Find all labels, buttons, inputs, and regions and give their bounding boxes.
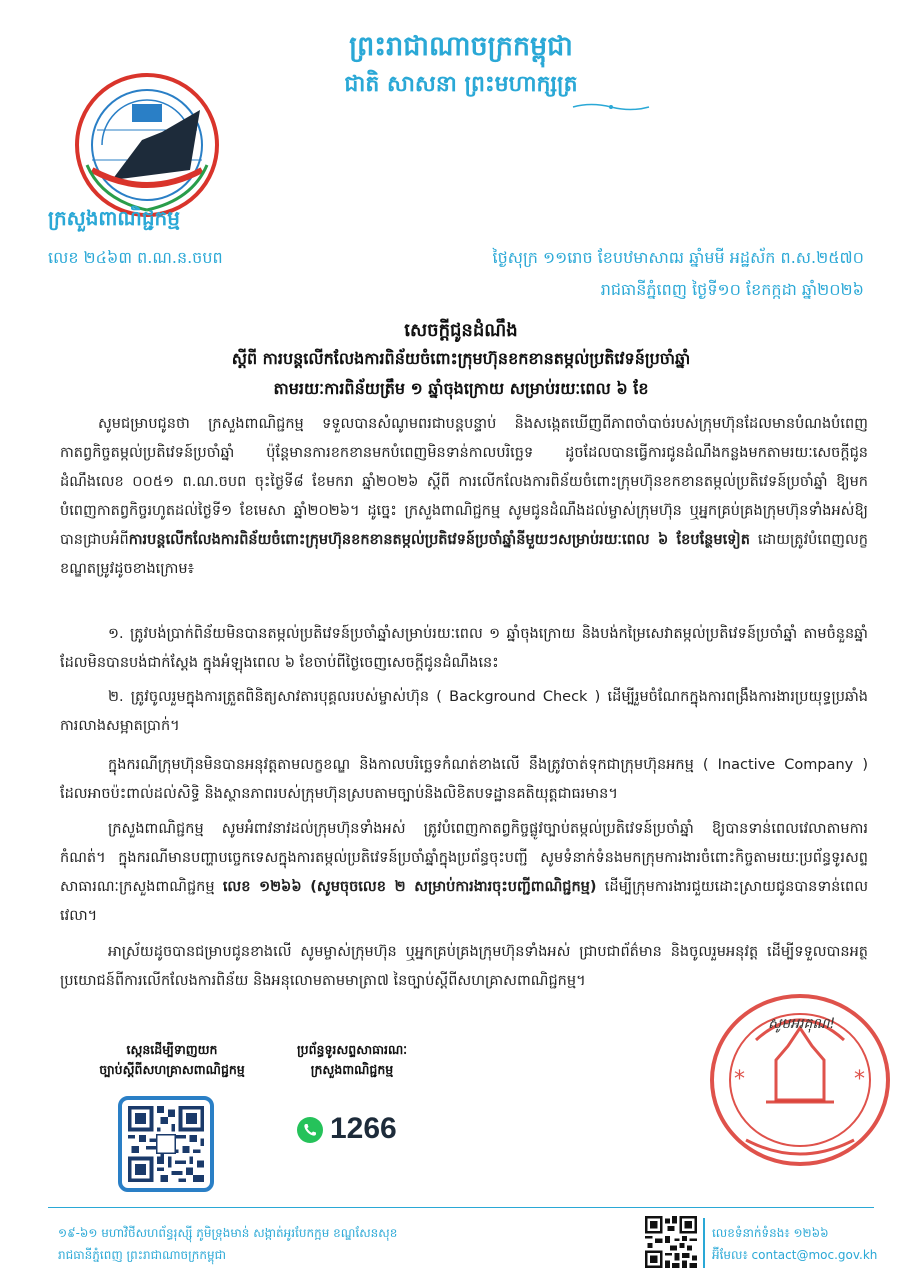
notice-title: សេចក្តីជូនដំណឹង xyxy=(404,320,518,341)
ministry-name: ក្រសួងពាណិជ្ជកម្ម xyxy=(48,206,180,230)
paragraph-1-text: សូមជម្រាបជូនថា ក្រសួងពាណិជ្ជកម្ម ទទួលបានសំណូមពរជាបន្តបន្ទាប់ និងសង្កេតឃើញពីភាពចាំបាច់របស់ក្រុមហ៊ុនដែលមានបំណងបំពេញកាតព្វកិច្ចតម្កល់ប្រតិវេទន៍ប្រចាំឆ្នាំ ប៉ុន្តែមានការខកខានមកបំពេញមិនទាន់កាលបរិច្ឆេទ ដូចដែលបានធ្វើការជូនដំណឹងកន្លងមកតាមរយៈសេចក្តីជូនដំណឹងលេខ ០០៥១ ព.ណ.ចបព ចុះថ្ងៃទី៨ ខែមករា ឆ្នាំ២០២៦ ស្តីពី ការលើកលែងការពិន័យចំពោះក្រុមហ៊ុនខកខានតម្កល់ប្រតិវេទន៍ប្រចាំឆ្នាំ ឱ្យមកបំពេញកាតព្វកិច្ចរហូតដល់ថ្ងៃទី១ ខែមេសា ឆ្នាំ២០២៦។ ដូច្នេះ ក្រសួងពាណិជ្ជកម្ម សូមជូនដំណឹងដល់ម្ចាស់ក្រុមហ៊ុន ឬអ្នកគ្រប់គ្រងក្រុមហ៊ុនទាំងអស់ឱ្យបានជ្រាបអំពី xyxy=(60,416,868,548)
qr-code-icon xyxy=(128,1106,204,1182)
lunar-date: ថ្ងៃសុក្រ ១១រោច ខែបឋមាសាឍ ឆ្នាំមមី អដ្ឋស័ក ព.ស.២៥៧០ xyxy=(492,248,864,267)
paragraph-3-text: ក្រសួងពាណិជ្ជកម្ម សូមអំពាវនាវដល់ក្រុមហ៊ុនទាំងអស់ ត្រូវបំពេញកាតព្វកិច្ចផ្លូវច្បាប់តម្កល់ប្រតិវេទន៍ប្រចាំឆ្នាំ ឱ្យបានទាន់ពេលវេលាតាមការកំណត់។ ក្នុងករណីមានបញ្ហាបច្ចេកទេសក្នុងការតម្កល់ប្រតិវេទន៍ប្រចាំឆ្នាំក្នុងប្រព័ន្ធចុះបញ្ជី សូមទំនាក់ទំនងមកក្រុមការងារចំពោះកិច្ចតាមរយៈប្រព័ន្ធទូរសព្ទសាធារណៈក្រសួងពាណិជ្ជកម្ម xyxy=(60,821,868,895)
law-qr-code[interactable] xyxy=(118,1096,214,1192)
svg-text:*: * xyxy=(734,1067,745,1092)
footer-divider xyxy=(48,1207,874,1208)
hotline-label-line-1: ប្រព័ន្ធទូរសព្ទសាធារណៈ xyxy=(296,1042,408,1057)
paragraph-3 xyxy=(60,815,868,933)
footer-address-line-2: រាជធានីភ្នំពេញ ព្រះរាជាណាចក្រកម្ពុជា xyxy=(58,1248,226,1262)
hotline-number[interactable]: 1266 xyxy=(330,1112,397,1145)
paragraph-1 xyxy=(60,410,868,614)
solar-date: រាជធានីភ្នំពេញ ថ្ងៃទី១០ ខែកក្កដា ឆ្នាំ២០២៦ xyxy=(600,280,864,299)
footer-contact xyxy=(712,1222,877,1266)
phone-icon xyxy=(296,1116,324,1144)
condition-item-1: ១. ត្រូវបង់ប្រាក់ពិន័យមិនបានតម្កល់ប្រតិវេទន៍ប្រចាំឆ្នាំសម្រាប់រយៈពេល ១ ឆ្នាំចុងក្រោយ និងបង់កម្រៃសេវាតម្កល់ប្រតិវេទន៍ប្រចាំឆ្នាំ តាមចំនួនឆ្នាំដែលមិនបានបង់ជាក់ស្តែង ក្នុងអំឡុងពេល ៦ ខែចាប់ពីថ្ងៃចេញសេចក្តីជូនដំណឹងនេះ xyxy=(60,626,868,671)
footer-address xyxy=(58,1222,397,1266)
national-motto: ជាតិ សាសនា ព្រះមហាក្សត្រ xyxy=(344,72,578,97)
notice-subject-line-1: ស្តីពី ការបន្តលើកលែងការពិន័យចំពោះក្រុមហ៊ុនខកខានតម្កល់ប្រតិវេទន៍ប្រចាំឆ្នាំ xyxy=(231,349,691,368)
qr-label-line-1: ស្កេនដើម្បីទាញយក xyxy=(126,1042,218,1057)
signature-text: សូមអរគុណ! xyxy=(768,1016,836,1032)
footer-phone: លេខទំនាក់ទំនង៖ ១២៦៦ xyxy=(712,1226,829,1240)
footer-email[interactable]: អ៊ីមែល៖ contact@moc.gov.kh xyxy=(712,1248,878,1262)
footer-address-line-1: ១៩-៦១ មហាវិថីសហព័ន្ធរុស្ស៊ី ភូមិទ្រុងមាន់ សង្កាត់អូរបែកក្អម ខណ្ឌសែនសុខ xyxy=(58,1226,398,1240)
footer-qr-code-icon[interactable] xyxy=(645,1216,697,1268)
footer-vertical-divider xyxy=(703,1218,705,1268)
svg-text:*: * xyxy=(854,1067,865,1092)
notice-subject-line-2: តាមរយៈការពិន័យត្រឹម ១ ឆ្នាំចុងក្រោយ សម្រាប់រយៈពេល ៦ ខែ xyxy=(273,379,649,398)
hotline-label-line-2: ក្រសួងពាណិជ្ជកម្ម xyxy=(310,1062,394,1077)
condition-item-2: ២. ត្រូវចូលរួមក្នុងការត្រួតពិនិត្យសាវតារបុគ្គលរបស់ម្ចាស់ហ៊ុន ( Background Check ) ដើម្បីរួមចំណែកក្នុងការពង្រឹងការងារប្រយុទ្ធប្រឆាំងការលាងសម្អាតប្រាក់។ xyxy=(60,689,868,734)
paragraph-1-emphasis: ការបន្តលើកលែងការពិន័យចំពោះក្រុមហ៊ុនខកខានតម្កល់ប្រតិវេទន៍ប្រចាំឆ្នាំនីមួយៗសម្រាប់រយៈពេល ៦ ខែបន្ថែមទៀត xyxy=(128,532,750,548)
ministry-logo-icon xyxy=(72,70,222,220)
paragraph-4: អាស្រ័យដូចបានជម្រាបជូនខាងលើ សូមម្ចាស់ក្រុមហ៊ុន ឬអ្នកគ្រប់គ្រងក្រុមហ៊ុនទាំងអស់ ជ្រាបជាព័ត៌មាន និងចូលរួមអនុវត្ត ដើម្បីទទួលបានអត្ថប្រយោជន៍ពីការលើកលែងការពិន័យ និងអនុលោមតាមមាត្រា៧ នៃច្បាប់ស្តីពីសហគ្រាសពាណិជ្ជកម្ម។ xyxy=(60,944,868,989)
reference-number: លេខ ២៤៦៣ ព.ណ.ន.ចបព xyxy=(48,248,223,267)
ornament-divider-icon xyxy=(571,102,651,112)
hotline-label xyxy=(262,1040,442,1080)
qr-download-label xyxy=(82,1040,262,1080)
paragraph-3-tail: ដើម្បីក្រុមការងារជួយដោះស្រាយជូនបានទាន់ពេលវេលា។ xyxy=(60,879,869,924)
kingdom-title: ព្រះរាជាណាចក្រកម្ពុជា xyxy=(349,31,573,62)
paragraph-3-hotline: លេខ ១២៦៦ (សូមចុចលេខ ២ សម្រាប់ការងារចុះបញ្ជីពាណិជ្ជកម្ម) xyxy=(222,879,597,895)
paragraph-1-tail: ដោយត្រូវបំពេញលក្ខខណ្ឌតម្រូវដូចខាងក្រោម៖ xyxy=(60,532,868,577)
qr-label-line-2: ច្បាប់ស្តីពីសហគ្រាសពាណិជ្ជកម្ម xyxy=(99,1062,245,1077)
paragraph-2: ក្នុងករណីក្រុមហ៊ុនមិនបានអនុវត្តតាមលក្ខខណ្ឌ និងកាលបរិច្ឆេទកំណត់ខាងលើ នឹងត្រូវចាត់ទុកជាក្រុមហ៊ុនអកម្ម ( Inactive Company ) ដែលអាចប៉ះពាល់ដល់សិទ្ធិ និងស្ថានភាពរបស់ក្រុមហ៊ុនស្របតាមច្បាប់និងលិខិតបទដ្ឋានគតិយុត្តជាធរមាន។ xyxy=(60,757,868,802)
